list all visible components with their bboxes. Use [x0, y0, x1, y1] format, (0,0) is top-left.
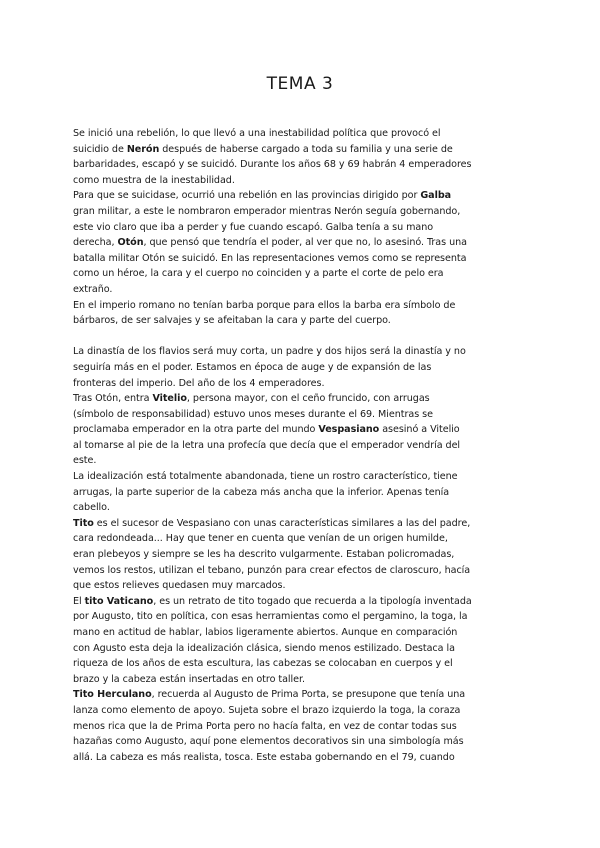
text-line — [73, 531, 533, 547]
text-line — [73, 625, 533, 641]
text-segment: riqueza de los años de esta escultura, las cabezas se colocaban en cuerpos y el — [73, 658, 453, 670]
text-line — [73, 594, 533, 610]
text-segment: cara redondeada... Hay que tener en cuenta que venían de un origen humilde, — [73, 533, 448, 545]
text-line — [73, 687, 533, 703]
text-line — [73, 235, 533, 251]
text-line — [73, 142, 533, 158]
text-segment: proclamaba emperador en la otra parte del mundo — [73, 424, 319, 436]
text-line — [73, 204, 533, 220]
text-segment: , que pensó que tendría el poder, al ver que no, lo asesinó. Tras una — [143, 237, 467, 249]
text-line — [73, 719, 533, 735]
text-line — [73, 313, 533, 329]
text-segment: mano en actitud de hablar, labios ligeramente abiertos. Aunque en comparación — [73, 627, 458, 638]
text-segment: arrugas, la parte superior de la cabeza más ancha que la inferior. Apenas tenía — [73, 486, 450, 498]
body-text — [73, 126, 533, 765]
text-line — [73, 500, 533, 516]
text-line — [73, 750, 533, 766]
text-segment: barbaridades, escapó y se suicidó. Durante los años 68 y 69 habrán 4 emperadores — [73, 159, 472, 171]
text-segment: cabello. — [73, 502, 110, 514]
text-line — [73, 422, 533, 438]
text-segment: brazo y la cabeza están insertadas en otro taller. — [73, 673, 306, 685]
text-segment: es el sucesor de Vespasiano con unas características similares a las del padre, — [93, 517, 471, 529]
text-segment: asesinó a Vitelio — [379, 424, 460, 436]
text-line — [73, 656, 533, 672]
text-segment: hazañas como Augusto, aquí pone elementos decorativos sin una simbología más — [73, 736, 464, 748]
text-line — [73, 266, 533, 282]
text-segment: Se inició una rebelión, lo que llevó a una inestabilidad política que provocó el — [73, 128, 441, 139]
text-segment: menos rica que la de Prima Porta pero no hacía falta, en vez de contar todas sus — [73, 720, 457, 732]
text-line — [73, 298, 533, 314]
text-line — [73, 547, 533, 563]
text-line — [73, 407, 533, 423]
text-segment: por Augusto, tito en política, con esas herramientas como el pergamino, la toga, la — [73, 611, 468, 623]
text-line — [73, 376, 533, 392]
bold-term: Otón — [117, 237, 144, 249]
text-segment: después de haberse cargado a toda su familia y una serie de — [159, 143, 453, 155]
text-line — [73, 438, 533, 454]
text-segment: al tomarse al pie de la letra una profecía que decía que el emperador vendría del — [73, 439, 461, 451]
text-line — [73, 157, 533, 173]
text-line — [73, 391, 533, 407]
text-segment: extraño. — [73, 283, 113, 295]
text-segment: La dinastía de los flavios será muy corta, un padre y dos hijos será la dinastía y no — [73, 346, 466, 358]
text-segment: fronteras del imperio. Del año de los 4 emperadores. — [73, 377, 325, 389]
text-line — [73, 453, 533, 469]
text-segment: como muestra de la inestabilidad. — [73, 174, 235, 186]
text-segment: En el imperio romano no tenían barba porque para ellos la barba era símbolo de — [73, 299, 456, 311]
text-segment: El — [73, 595, 85, 607]
text-line — [73, 173, 533, 189]
text-line — [73, 516, 533, 532]
text-line — [73, 469, 533, 485]
text-segment: Para que se suicidase, ocurrió una rebelión en las provincias dirigido por — [73, 190, 421, 202]
bold-term: Nerón — [126, 143, 160, 155]
bold-term: Galba — [420, 190, 452, 202]
text-segment: gran militar, a este le nombraron emperador mientras Nerón seguía gobernando, — [73, 205, 461, 217]
text-segment: con Agusto esta deja la idealización clásica, siendo menos estilizado. Destaca la — [73, 642, 455, 654]
text-segment: Tras Otón, entra — [73, 393, 153, 405]
text-line — [73, 485, 533, 501]
text-line — [73, 641, 533, 657]
bold-term: Vitelio — [152, 393, 187, 405]
text-line — [73, 578, 533, 594]
paragraph-gap — [73, 329, 533, 345]
text-line — [73, 220, 533, 236]
text-segment: lanza como elemento de apoyo. Sujeta sobre el brazo izquierdo la toga, la coraza — [73, 704, 461, 716]
text-line — [73, 282, 533, 298]
text-segment: bárbaros, de ser salvajes y se afeitaban la cara y parte del cuerpo. — [73, 315, 391, 327]
text-line — [73, 609, 533, 625]
text-segment: batalla militar Otón se suicidó. En las representaciones vemos como se representa — [73, 252, 467, 264]
text-segment: , persona mayor, con el ceño fruncido, con arrugas — [186, 393, 430, 405]
text-segment: como un héroe, la cara y el cuerpo no coinciden y a parte el corte de pelo era — [73, 268, 444, 280]
text-segment: (símbolo de responsabilidad) estuvo unos meses durante el 69. Mientras se — [73, 408, 433, 420]
text-line — [73, 251, 533, 267]
text-segment: derecha, — [73, 237, 118, 249]
text-line — [73, 734, 533, 750]
text-segment: , es un retrato de tito togado que recuerda a la tipología inventada — [153, 595, 472, 607]
text-segment: vemos los restos, utilizan el tebano, punzón para crear efectos de claroscuro, hacía — [73, 564, 471, 576]
text-line — [73, 360, 533, 376]
bold-term: tito Vaticano — [84, 595, 154, 607]
text-segment: , recuerda al Augusto de Prima Porta, se presupone que tenía una — [151, 689, 466, 701]
text-segment: seguiría más en el poder. Estamos en época de auge y de expansión de las — [73, 361, 432, 373]
bold-term: Tito Herculano — [73, 689, 152, 701]
text-segment: este vio claro que iba a perder y fue cuando escapó. Galba tenía a su mano — [73, 221, 434, 233]
bold-term: Vespasiano — [318, 424, 380, 436]
text-segment: que estos relieves quedasen muy marcados. — [73, 580, 286, 592]
text-segment: La idealización está totalmente abandonada, tiene un rostro característico, tiene — [73, 471, 458, 483]
bold-term: Tito — [73, 517, 94, 529]
text-line — [73, 563, 533, 579]
page-title: TEMA 3 — [266, 74, 334, 94]
text-segment: eran plebeyos y siempre se les ha descrito vulgarmente. Estaban policromadas, — [73, 549, 455, 561]
text-segment: suicidio de — [73, 143, 127, 155]
text-line — [73, 126, 533, 142]
text-line — [73, 703, 533, 719]
text-segment: este. — [73, 455, 97, 467]
text-line — [73, 188, 533, 204]
text-segment: allá. La cabeza es más realista, tosca. Este estaba gobernando en el 79, cuando — [73, 751, 455, 763]
text-line — [73, 344, 533, 360]
text-line — [73, 672, 533, 688]
